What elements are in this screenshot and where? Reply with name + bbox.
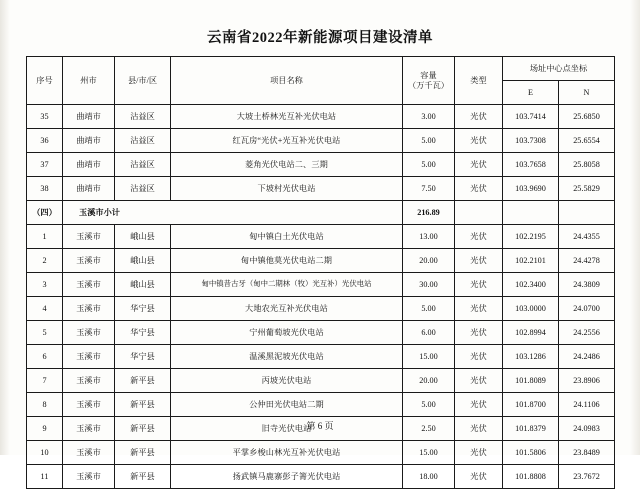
cell-seq: 1 <box>27 225 63 249</box>
table-row <box>27 297 615 321</box>
cell-project-name: 旧寺光伏电站 <box>171 417 403 441</box>
cell-type <box>455 201 503 225</box>
cell-north: 25.6850 <box>559 105 615 129</box>
cell-north: 24.1106 <box>559 393 615 417</box>
cell-east: 103.7658 <box>503 153 559 177</box>
header-project-name: 项目名称 <box>171 57 403 105</box>
cell-type: 光伏 <box>455 225 503 249</box>
cell-seq: （四） <box>27 201 63 225</box>
cell-city: 曲靖市 <box>63 105 115 129</box>
cell-seq: 7 <box>27 369 63 393</box>
cell-capacity: 216.89 <box>403 201 455 225</box>
cell-project-name: 甸中镇昔古牙（甸中二期林（牧）光互补）光伏电站 <box>171 273 403 297</box>
cell-city: 玉溪市 <box>63 249 115 273</box>
cell-east: 101.8808 <box>503 465 559 489</box>
cell-seq: 35 <box>27 105 63 129</box>
cell-city: 玉溪市 <box>63 393 115 417</box>
cell-seq: 38 <box>27 177 63 201</box>
cell-county: 新平县 <box>115 417 171 441</box>
cell-type: 光伏 <box>455 297 503 321</box>
header-east: E <box>503 81 559 105</box>
header-coordinates: 场址中心点坐标 <box>503 57 615 81</box>
table-row <box>27 273 615 297</box>
table-header-row-1 <box>27 57 615 81</box>
cell-type: 光伏 <box>455 177 503 201</box>
scan-edge-shadow-right <box>630 0 640 455</box>
cell-capacity: 15.00 <box>403 441 455 465</box>
cell-county: 沾益区 <box>115 177 171 201</box>
cell-capacity: 3.00 <box>403 105 455 129</box>
header-city: 州市 <box>63 57 115 105</box>
cell-county: 新平县 <box>115 441 171 465</box>
table-row <box>27 129 615 153</box>
scan-edge-shadow-left <box>0 0 10 455</box>
table-row <box>27 225 615 249</box>
cell-seq: 3 <box>27 273 63 297</box>
header-county: 县/市/区 <box>115 57 171 105</box>
cell-seq: 5 <box>27 321 63 345</box>
cell-project-name: 大地农光互补光伏电站 <box>171 297 403 321</box>
cell-seq: 8 <box>27 393 63 417</box>
cell-capacity: 20.00 <box>403 369 455 393</box>
cell-county: 沾益区 <box>115 153 171 177</box>
cell-county: 沾益区 <box>115 129 171 153</box>
cell-north: 25.5829 <box>559 177 615 201</box>
cell-type: 光伏 <box>455 249 503 273</box>
header-capacity-line1: 容量 <box>420 71 437 81</box>
header-type: 类型 <box>455 57 503 105</box>
cell-city: 玉溪市 <box>63 273 115 297</box>
cell-project-name: 甸中镇白土光伏电站 <box>171 225 403 249</box>
cell-project-name: 丙坡光伏电站 <box>171 369 403 393</box>
cell-county: 华宁县 <box>115 297 171 321</box>
cell-project-name: 下坡村光伏电站 <box>171 177 403 201</box>
table-row <box>27 153 615 177</box>
cell-project-name: 红瓦房“光伏+光互补光伏电站 <box>171 129 403 153</box>
cell-type: 光伏 <box>455 273 503 297</box>
cell-east <box>503 201 559 225</box>
cell-east: 101.8379 <box>503 417 559 441</box>
cell-east: 103.9690 <box>503 177 559 201</box>
cell-capacity: 7.50 <box>403 177 455 201</box>
cell-east: 102.2195 <box>503 225 559 249</box>
header-capacity-line2: （万千瓦） <box>408 80 449 90</box>
cell-capacity: 30.00 <box>403 273 455 297</box>
cell-type: 光伏 <box>455 417 503 441</box>
cell-north: 24.3809 <box>559 273 615 297</box>
cell-east: 102.2101 <box>503 249 559 273</box>
cell-project-name: 大坡土桥林光互补光伏电站 <box>171 105 403 129</box>
cell-county: 峨山县 <box>115 273 171 297</box>
page-number: 第 6 页 <box>306 421 334 431</box>
cell-east: 102.3400 <box>503 273 559 297</box>
cell-north: 23.8489 <box>559 441 615 465</box>
cell-county: 沾益区 <box>115 105 171 129</box>
cell-type: 光伏 <box>455 393 503 417</box>
cell-east: 103.7414 <box>503 105 559 129</box>
table-row <box>27 369 615 393</box>
cell-capacity: 5.00 <box>403 297 455 321</box>
header-capacity <box>403 57 455 105</box>
cell-seq: 2 <box>27 249 63 273</box>
table-row <box>27 465 615 489</box>
cell-city: 玉溪市 <box>63 345 115 369</box>
cell-project-name: 温溪黑泥坡光伏电站 <box>171 345 403 369</box>
cell-north: 24.2486 <box>559 345 615 369</box>
cell-capacity: 15.00 <box>403 345 455 369</box>
cell-city: 曲靖市 <box>63 153 115 177</box>
cell-city: 玉溪市 <box>63 297 115 321</box>
header-seq: 序号 <box>27 57 63 105</box>
cell-east: 102.8994 <box>503 321 559 345</box>
cell-north: 24.0983 <box>559 417 615 441</box>
cell-north: 23.8906 <box>559 369 615 393</box>
cell-capacity: 6.00 <box>403 321 455 345</box>
cell-capacity: 20.00 <box>403 249 455 273</box>
page-title: 云南省2022年新能源项目建设清单 <box>207 30 433 46</box>
page-number-footer <box>0 418 640 433</box>
table-row <box>27 393 615 417</box>
cell-county: 峨山县 <box>115 225 171 249</box>
cell-seq: 4 <box>27 297 63 321</box>
cell-east: 103.0000 <box>503 297 559 321</box>
cell-seq: 6 <box>27 345 63 369</box>
cell-type: 光伏 <box>455 345 503 369</box>
cell-city: 玉溪市 <box>63 369 115 393</box>
cell-county: 新平县 <box>115 369 171 393</box>
cell-county: 新平县 <box>115 393 171 417</box>
cell-north: 23.7672 <box>559 465 615 489</box>
cell-capacity: 18.00 <box>403 465 455 489</box>
cell-capacity: 13.00 <box>403 225 455 249</box>
cell-seq: 11 <box>27 465 63 489</box>
cell-north: 24.0700 <box>559 297 615 321</box>
cell-capacity: 5.00 <box>403 393 455 417</box>
cell-project-name: 扬武镇马鹿寨彭子箐光伏电站 <box>171 465 403 489</box>
cell-city: 曲靖市 <box>63 177 115 201</box>
cell-subtotal-label: 玉溪市小计 <box>63 201 403 225</box>
cell-capacity: 5.00 <box>403 153 455 177</box>
cell-east: 101.5806 <box>503 441 559 465</box>
cell-north: 25.8058 <box>559 153 615 177</box>
cell-seq: 36 <box>27 129 63 153</box>
cell-project-name: 菱角光伏电站二、三期 <box>171 153 403 177</box>
cell-project-name: 宁州葡萄坡光伏电站 <box>171 321 403 345</box>
cell-project-name: 公仲田光伏电站二期 <box>171 393 403 417</box>
cell-county: 华宁县 <box>115 345 171 369</box>
cell-east: 101.8700 <box>503 393 559 417</box>
cell-type: 光伏 <box>455 153 503 177</box>
table-row <box>27 177 615 201</box>
table-row <box>27 345 615 369</box>
cell-capacity: 5.00 <box>403 129 455 153</box>
cell-east: 103.7308 <box>503 129 559 153</box>
cell-city: 曲靖市 <box>63 129 115 153</box>
table-row <box>27 321 615 345</box>
cell-seq: 9 <box>27 417 63 441</box>
table-subtotal-row <box>27 201 615 225</box>
cell-city: 玉溪市 <box>63 441 115 465</box>
cell-seq: 37 <box>27 153 63 177</box>
cell-north: 25.6554 <box>559 129 615 153</box>
cell-east: 101.8089 <box>503 369 559 393</box>
cell-city: 玉溪市 <box>63 321 115 345</box>
cell-east: 103.1286 <box>503 345 559 369</box>
cell-seq: 10 <box>27 441 63 465</box>
table-row <box>27 249 615 273</box>
cell-type: 光伏 <box>455 369 503 393</box>
table-row <box>27 441 615 465</box>
table-header <box>27 57 615 105</box>
cell-type: 光伏 <box>455 321 503 345</box>
cell-county: 峨山县 <box>115 249 171 273</box>
cell-north: 24.4278 <box>559 249 615 273</box>
table-row <box>27 105 615 129</box>
cell-capacity: 2.50 <box>403 417 455 441</box>
header-north: N <box>559 81 615 105</box>
cell-north: 24.4355 <box>559 225 615 249</box>
cell-type: 光伏 <box>455 465 503 489</box>
cell-city: 玉溪市 <box>63 465 115 489</box>
cell-type: 光伏 <box>455 441 503 465</box>
cell-north: 24.2556 <box>559 321 615 345</box>
cell-type: 光伏 <box>455 105 503 129</box>
cell-north <box>559 201 615 225</box>
cell-city: 玉溪市 <box>63 417 115 441</box>
cell-type: 光伏 <box>455 129 503 153</box>
cell-county: 华宁县 <box>115 321 171 345</box>
cell-project-name: 甸中镇他莫光伏电站二期 <box>171 249 403 273</box>
cell-city: 玉溪市 <box>63 225 115 249</box>
cell-county: 新平县 <box>115 465 171 489</box>
cell-project-name: 平掌乡梭山林光互补光伏电站 <box>171 441 403 465</box>
